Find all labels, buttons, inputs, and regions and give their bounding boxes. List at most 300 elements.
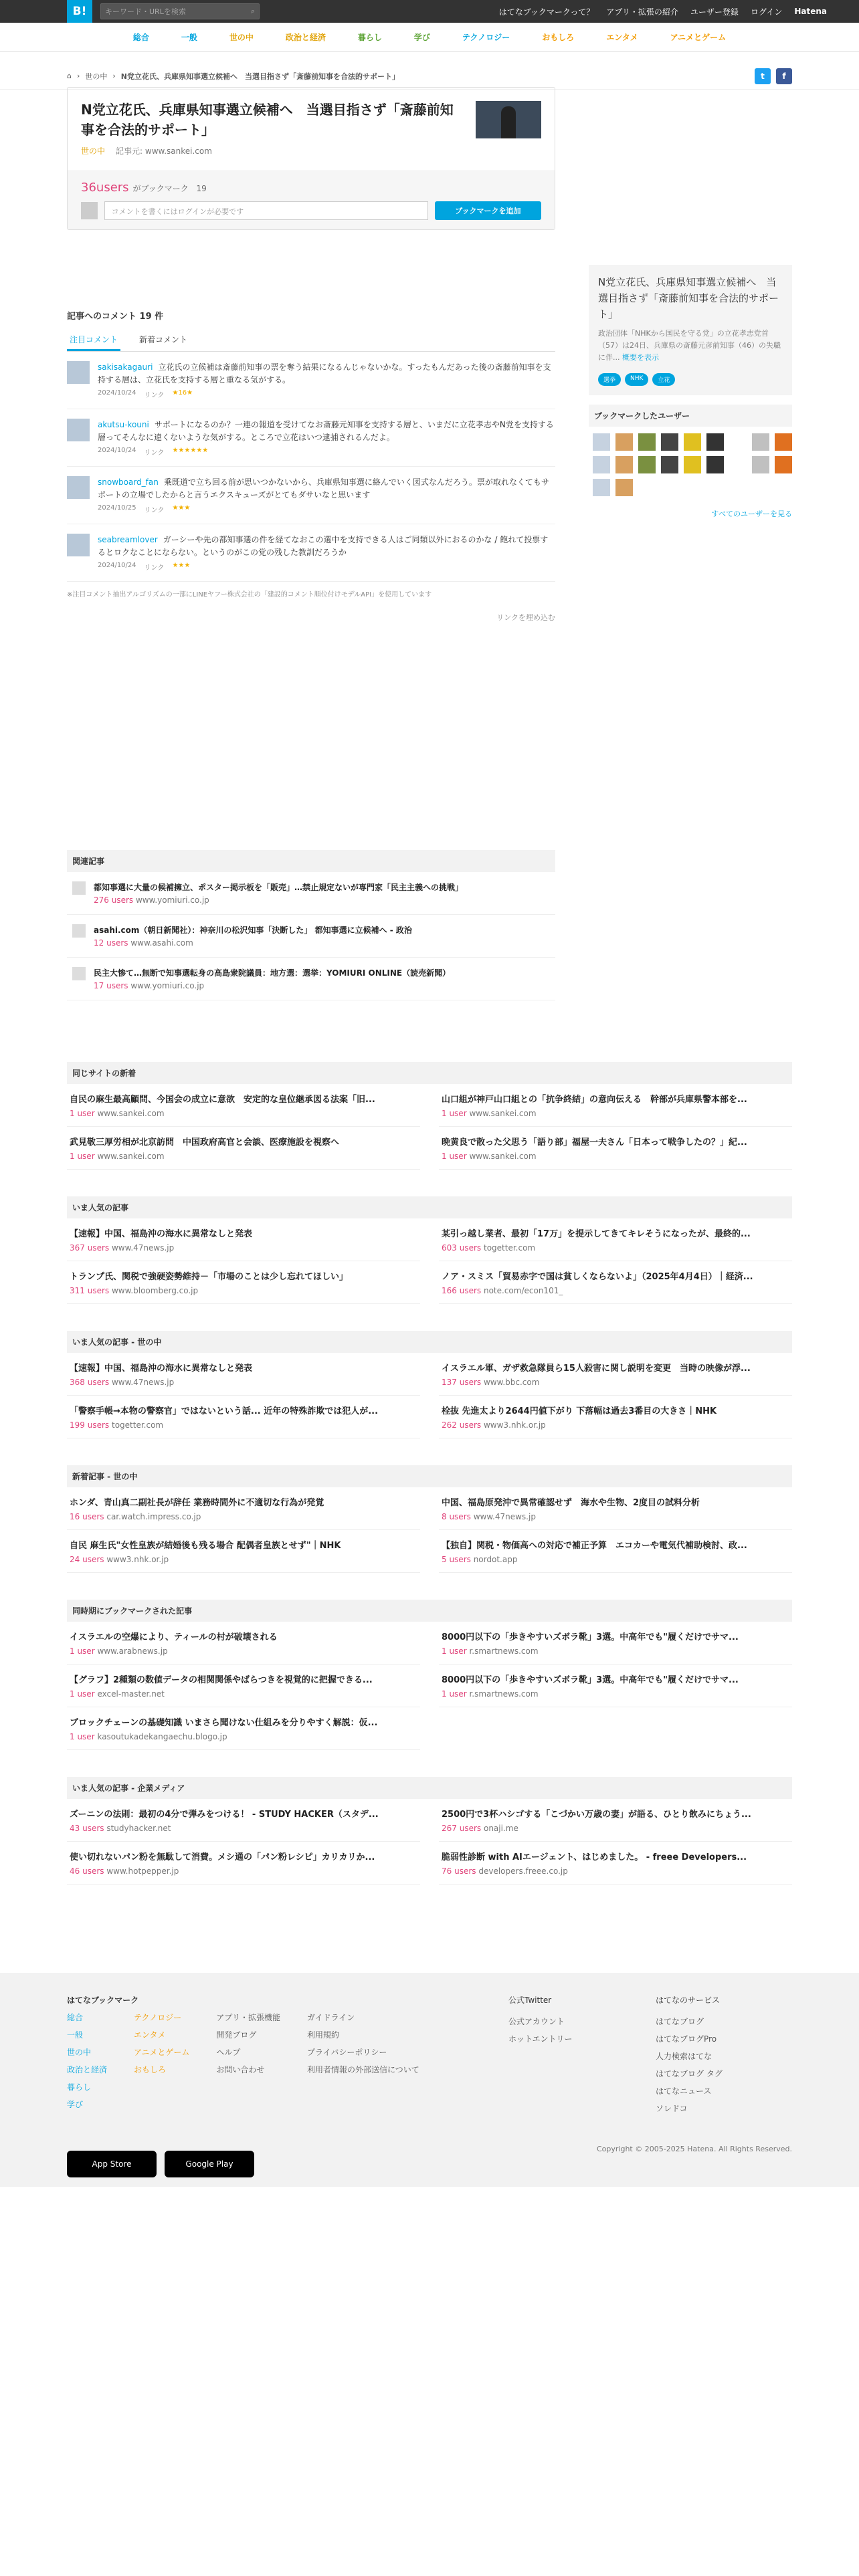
users-count[interactable]: 166 users xyxy=(442,1286,482,1295)
article-item[interactable] xyxy=(439,1396,792,1438)
document-icon xyxy=(72,924,86,938)
users-count[interactable]: 368 users xyxy=(70,1378,110,1387)
comment-item xyxy=(67,524,555,582)
twitter-share-icon[interactable]: t xyxy=(755,68,771,84)
article-meta xyxy=(442,1152,789,1161)
section-grid xyxy=(67,1218,792,1304)
article-title[interactable]: 2500円で3杯ハシゴする「こづかい万歳の妻」が語る、ひとり飲みにちょう... xyxy=(442,1810,751,1820)
article-title[interactable]: 脆弱性診断 with AIエージェント、はじめました。 - freee Developers... xyxy=(442,1852,747,1862)
site-name[interactable]: www.sankei.com xyxy=(97,1109,165,1118)
related-item[interactable] xyxy=(67,958,555,1000)
comment-user[interactable]: snowboard_fan xyxy=(98,477,159,487)
users-count[interactable]: 367 users xyxy=(70,1243,110,1253)
site-name[interactable]: www.bloomberg.co.jp xyxy=(111,1286,199,1295)
footer-link[interactable]: はてなニュース xyxy=(656,2086,712,2096)
site-name[interactable]: studyhacker.net xyxy=(106,1824,171,1833)
article-title[interactable]: 8000円以下の「歩きやすいズボラ靴」3選。中高年でも"履くだけでサマ... xyxy=(442,1632,739,1642)
article-item[interactable] xyxy=(67,1218,420,1261)
article-title[interactable]: ホンダ、青山真二副社長が辞任 業務時間外に不適切な行為が発覚 xyxy=(70,1498,324,1508)
article-title[interactable]: 栓抜 先進太より2644円値下がり 下落幅は過去3番目の大きさ｜NHK xyxy=(442,1406,717,1416)
footer-link[interactable]: はてなブログ xyxy=(656,2017,704,2026)
comment-date[interactable]: 2024/10/24 xyxy=(98,562,136,569)
google-play-badge[interactable]: Google Play xyxy=(165,2151,254,2177)
user-avatar[interactable] xyxy=(706,433,724,451)
users-count[interactable]: 1 user xyxy=(442,1646,467,1656)
site-name[interactable]: excel-master.net xyxy=(97,1689,165,1699)
footer-link[interactable]: お問い合わせ xyxy=(216,2065,265,2074)
avatar xyxy=(81,202,98,219)
article-title[interactable]: ブロックチェーンの基礎知識 いまさら聞けない仕組みを分りやすく解説：仮... xyxy=(70,1718,378,1728)
tag-2[interactable]: 立花 xyxy=(652,373,675,386)
users-count[interactable]: 267 users xyxy=(442,1824,482,1833)
site-name[interactable]: www.bbc.com xyxy=(483,1378,540,1387)
users-count[interactable]: 199 users xyxy=(70,1420,110,1430)
add-bookmark-button[interactable]: ブックマークを追加 xyxy=(435,201,541,220)
related-item[interactable] xyxy=(67,872,555,915)
comment-link[interactable]: リンク xyxy=(144,564,165,572)
users-count[interactable]: 43 users xyxy=(70,1824,104,1833)
site-name[interactable]: kasoutukadekangaechu.blogo.jp xyxy=(97,1732,227,1741)
article-title[interactable]: 自民 麻生氏"女性皇族が結婚後も残る場合 配偶者皇族とせず"｜NHK xyxy=(70,1541,341,1551)
star-rating[interactable]: ★★★ xyxy=(172,504,191,512)
user-avatar[interactable] xyxy=(638,456,656,473)
comment-info xyxy=(98,504,555,514)
comment-date[interactable]: 2024/10/24 xyxy=(98,389,136,397)
comment-item xyxy=(67,409,555,467)
article-meta xyxy=(70,1555,417,1564)
category-nav xyxy=(0,23,859,52)
category-7[interactable]: おもしろ xyxy=(542,33,575,42)
footer-link[interactable]: ソレドコ xyxy=(656,2104,688,2113)
about-link[interactable]: はてなブックマークって？ xyxy=(498,7,595,17)
site-name[interactable]: www.47news.jp xyxy=(111,1378,175,1387)
users-count[interactable]: 24 users xyxy=(70,1555,104,1564)
article-title[interactable]: イスラエルの空爆により、ティールの村が破壊される xyxy=(70,1632,278,1642)
home-icon[interactable]: ⌂ xyxy=(67,72,72,80)
user-avatar[interactable] xyxy=(67,534,90,556)
user-avatar[interactable] xyxy=(729,456,747,473)
bookmark-users-count[interactable]: 36users xyxy=(81,181,129,195)
users-count[interactable]: 12 users xyxy=(94,938,128,948)
related-body xyxy=(94,967,450,990)
comment-body xyxy=(98,419,555,457)
footer-link[interactable]: 開発ブログ xyxy=(216,2030,257,2040)
article-item[interactable] xyxy=(439,1353,792,1396)
show-summary-link[interactable]: 概要を表示 xyxy=(622,353,659,362)
comment-link[interactable]: リンク xyxy=(144,507,165,514)
category-9[interactable]: アニメとゲーム xyxy=(670,33,727,42)
app-store-badge[interactable]: App Store xyxy=(67,2151,157,2177)
article-item[interactable] xyxy=(67,1127,420,1170)
article-title[interactable]: 自民の麻生最高顧問、今国会の成立に意欲 安定的な皇位継承図る法案「旧... xyxy=(70,1095,375,1105)
site-name[interactable]: onaji.me xyxy=(483,1824,518,1833)
category-3[interactable]: 政治と経済 xyxy=(285,33,326,42)
comment-body xyxy=(98,361,555,399)
section-title: 同じサイトの新着 xyxy=(67,1062,792,1084)
comment-text xyxy=(98,419,555,444)
login-link[interactable]: ログイン xyxy=(750,7,783,17)
footer-link[interactable]: 人力検索はてな xyxy=(656,2052,712,2061)
site-name[interactable]: togetter.com xyxy=(483,1243,536,1253)
footer-link[interactable]: 利用規約 xyxy=(306,2030,339,2040)
footer-link[interactable]: プライバシーポリシー xyxy=(306,2048,387,2057)
all-users-link[interactable]: すべてのユーザーを見る xyxy=(711,510,792,518)
users-count[interactable]: 76 users xyxy=(442,1866,476,1876)
section xyxy=(67,1777,792,1885)
article-item[interactable] xyxy=(67,1799,420,1842)
footer-link[interactable]: はてなブログPro xyxy=(656,2034,717,2044)
site-name[interactable]: www.47news.jp xyxy=(111,1243,175,1253)
section xyxy=(67,1331,792,1438)
article-item[interactable] xyxy=(67,1530,420,1573)
section-grid xyxy=(67,1084,792,1170)
category-6[interactable]: テクノロジー xyxy=(462,33,510,42)
footer-link[interactable]: ヘルプ xyxy=(216,2048,241,2057)
user-avatar[interactable] xyxy=(593,479,610,496)
section xyxy=(67,1465,792,1573)
footer-link[interactable]: ガイドライン xyxy=(306,2013,355,2022)
article-meta xyxy=(442,1243,789,1253)
article-item[interactable] xyxy=(439,1842,792,1885)
tag-0[interactable]: 選挙 xyxy=(598,373,621,386)
main-column xyxy=(67,83,555,1000)
comment-text xyxy=(98,361,555,387)
article-title[interactable]: 武見敬三厚労相が北京訪問 中国政府高官と会談、医療施設を視察へ xyxy=(70,1138,340,1148)
comment-user[interactable]: akutsu-kouni xyxy=(98,420,149,429)
tag-1[interactable]: NHK xyxy=(625,373,648,386)
related-meta xyxy=(94,981,450,990)
users-count[interactable]: 1 user xyxy=(70,1689,95,1699)
entry-box xyxy=(67,87,555,230)
footer-link[interactable]: 利用者情報の外部送信について xyxy=(306,2065,419,2074)
user-avatar[interactable] xyxy=(706,456,724,473)
article-meta xyxy=(70,1243,417,1253)
footer-link[interactable]: エンタメ xyxy=(134,2030,166,2040)
user-avatar[interactable] xyxy=(638,433,656,451)
comment-link[interactable]: リンク xyxy=(144,449,165,457)
related-meta xyxy=(94,938,412,948)
article-item[interactable] xyxy=(439,1530,792,1573)
comment-body xyxy=(98,534,555,572)
article-title[interactable]: ズーニンの法則：最初の4分で弾みをつける！ - STUDY HACKER（スタデ... xyxy=(70,1810,379,1820)
footer-link[interactable]: 公式アカウント xyxy=(508,2017,565,2026)
article-item[interactable] xyxy=(67,1084,420,1127)
site-name[interactable]: www.arabnews.jp xyxy=(97,1646,168,1656)
article-title[interactable]: 中国、福島原発沖で異常確認せず 海水や生物、2度目の試料分析 xyxy=(442,1498,700,1508)
top-bar xyxy=(0,0,859,23)
users-count[interactable]: 603 users xyxy=(442,1243,482,1253)
footer-link[interactable]: 世の中 xyxy=(67,2048,92,2057)
footer-link[interactable]: おもしろ xyxy=(134,2065,167,2074)
bookmark-label: がブックマーク xyxy=(132,184,189,193)
users-count[interactable]: 1 user xyxy=(442,1152,467,1161)
search-placeholder: キーワード・URLを検索 xyxy=(105,7,186,16)
apps-link[interactable]: アプリ・拡張の紹介 xyxy=(606,7,678,17)
related-body xyxy=(94,924,412,948)
users-count[interactable]: 262 users xyxy=(442,1420,482,1430)
users-count[interactable]: 276 users xyxy=(94,895,134,905)
star-rating[interactable]: ★★★ xyxy=(172,562,191,569)
users-count[interactable]: 8 users xyxy=(442,1512,471,1521)
related-title[interactable]: asahi.com（朝日新聞社）：神奈川の松沢知事「決断した」 都知事選に立候補へ - 政治 xyxy=(94,926,412,935)
site-name[interactable]: nordot.app xyxy=(473,1555,518,1564)
article-title[interactable]: 【速報】中国、福島沖の海水に異常なしと発表 xyxy=(70,1229,253,1239)
users-count[interactable]: 1 user xyxy=(70,1109,95,1118)
section-title: いま人気の記事 - 企業メディア xyxy=(67,1777,792,1799)
article-title[interactable]: 山口組が神戸山口組との「抗争終結」の意向伝える 幹部が兵庫県警本部を... xyxy=(442,1095,747,1105)
comment-input[interactable]: コメントを書くにはログインが必要です xyxy=(104,201,428,220)
article-meta xyxy=(442,1378,789,1387)
footer-link[interactable]: はてなブログ タグ xyxy=(656,2069,723,2078)
site-name[interactable]: developers.freee.co.jp xyxy=(478,1866,568,1876)
site-name[interactable]: www3.nhk.or.jp xyxy=(106,1555,169,1564)
footer-link[interactable]: ホットエントリー xyxy=(508,2034,573,2044)
comment-text xyxy=(98,476,555,502)
user-avatar[interactable] xyxy=(661,433,678,451)
article-title[interactable]: 【グラフ】2種類の数値データの相関関係やばらつきを視覚的に把握できる... xyxy=(70,1675,373,1685)
site-name[interactable]: togetter.com xyxy=(111,1420,164,1430)
article-item[interactable] xyxy=(439,1261,792,1304)
article-meta xyxy=(70,1646,417,1656)
facebook-share-icon[interactable]: f xyxy=(776,68,792,84)
twitter-title: 公式Twitter xyxy=(508,1996,552,2005)
site-name[interactable]: note.com/econ101_ xyxy=(483,1286,563,1295)
article-item[interactable] xyxy=(67,1261,420,1304)
article-meta xyxy=(442,1109,789,1118)
comment-info xyxy=(98,389,555,399)
comment-user[interactable]: seabreamlover xyxy=(98,535,158,544)
breadcrumb-title: N党立花氏、兵庫県知事選立候補へ 当選目指さず「斎藤前知事を合法的サポート」 xyxy=(120,72,400,81)
article-meta xyxy=(442,1866,789,1876)
bookmark-users-title: ブックマークしたユーザー xyxy=(589,405,792,427)
comment-date[interactable]: 2024/10/24 xyxy=(98,447,136,454)
comment-content: 乗既道で立ち回る前が思いつかないから、兵庫県知事選に絡んでいく図式なんだろう。票が取れなくてもサポートの立場でしたからと言うエクスキューズがとてもダサいなと思います xyxy=(98,477,549,500)
footer-link[interactable]: 一般 xyxy=(67,2030,84,2040)
user-avatar[interactable] xyxy=(775,456,792,473)
site-name[interactable]: www.sankei.com xyxy=(97,1152,165,1161)
article-title[interactable]: トランプ氏、関税で強硬姿勢維持－「市場のことは少し忘れてほしい」 xyxy=(70,1272,349,1282)
section xyxy=(67,1062,792,1170)
article-item[interactable] xyxy=(67,1707,420,1750)
article-meta xyxy=(70,1866,417,1876)
document-icon xyxy=(72,881,86,895)
hatena-logo[interactable]: Hatena xyxy=(794,7,827,16)
user-avatar[interactable] xyxy=(752,433,769,451)
article-item[interactable] xyxy=(439,1665,792,1707)
article-title[interactable]: イスラエル軍、ガザ救急隊員ら15人殺害に関し説明を変更 当時の映像が浮... xyxy=(442,1364,751,1374)
section-grid xyxy=(67,1353,792,1438)
entry-title[interactable]: N党立花氏、兵庫県知事選立候補へ 当選目指さず「斎藤前知事を合法的サポート」 xyxy=(81,102,454,138)
comment-item xyxy=(67,352,555,409)
article-meta xyxy=(70,1824,417,1833)
category-0[interactable]: 総合 xyxy=(132,33,149,42)
article-item[interactable] xyxy=(67,1622,420,1665)
comment-link[interactable]: リンク xyxy=(144,392,165,399)
star-rating[interactable]: ★★★★★★ xyxy=(172,447,209,454)
site-name[interactable]: www.sankei.com xyxy=(469,1152,537,1161)
entry-thumbnail[interactable] xyxy=(476,101,541,138)
article-meta xyxy=(442,1512,789,1521)
users-count[interactable]: 1 user xyxy=(442,1689,467,1699)
register-link[interactable]: ユーザー登録 xyxy=(690,7,739,17)
user-avatar[interactable] xyxy=(615,479,633,496)
user-avatar[interactable] xyxy=(661,456,678,473)
article-item[interactable] xyxy=(439,1127,792,1170)
source-link[interactable]: www.sankei.com xyxy=(145,146,212,156)
site-name[interactable]: www.sankei.com xyxy=(469,1109,537,1118)
footer-link[interactable]: アニメとゲーム xyxy=(134,2048,190,2057)
footer-link[interactable]: 学び xyxy=(67,2100,84,2109)
services-title: はてなのサービス xyxy=(656,1996,721,2005)
search-icon[interactable]: ⌕ xyxy=(250,7,255,15)
related-title[interactable]: 都知事選に大量の候補擁立、ポスター掲示板を「販売」…禁止規定ないが専門家「民主主義への挑戦」 xyxy=(94,883,464,892)
article-meta xyxy=(442,1689,789,1699)
user-avatar[interactable] xyxy=(615,433,633,451)
comment-date[interactable]: 2024/10/25 xyxy=(98,504,136,512)
category-4[interactable]: 暮らし xyxy=(357,33,382,42)
site-name[interactable]: www.47news.jp xyxy=(473,1512,536,1521)
footer-link[interactable]: 総合 xyxy=(67,2013,84,2022)
article-meta xyxy=(70,1286,417,1295)
article-item[interactable] xyxy=(439,1218,792,1261)
comment-content: ガーシーや先の都知事選の件を経てなおこの選中を支持できる人はご同類以外におるのかな / 飽れて投票するとロクなことにならない。というのがこの党の残した教訓だろうか xyxy=(98,535,549,557)
users-count[interactable]: 16 users xyxy=(70,1512,104,1521)
article-item[interactable] xyxy=(67,1665,420,1707)
footer-brand[interactable]: はてなブックマーク xyxy=(67,1996,139,2005)
users-count[interactable]: 5 users xyxy=(442,1555,471,1564)
user-avatar[interactable] xyxy=(752,456,769,473)
site-name[interactable]: car.watch.impress.co.jp xyxy=(106,1512,201,1521)
article-meta xyxy=(70,1109,417,1118)
site-name[interactable]: r.smartnews.com xyxy=(469,1689,539,1699)
user-avatar[interactable] xyxy=(593,433,610,451)
embed-link[interactable]: リンクを埋め込む xyxy=(496,613,555,622)
tab-popular-comments[interactable]: 注目コメント xyxy=(67,330,120,351)
side-entry-title[interactable]: N党立花氏、兵庫県知事選立候補へ 当選目指さず「斎藤前知事を合法的サポート」 xyxy=(598,276,779,320)
section-title: 新着記事 - 世の中 xyxy=(67,1465,792,1487)
breadcrumb: ⌂ › 世の中 › N党立花氏、兵庫県知事選立候補へ 当選目指さず「斎藤前知事を合法的サポート」 t f xyxy=(0,63,859,90)
article-item[interactable] xyxy=(439,1622,792,1665)
article-title[interactable]: 【独自】関税・物価高への対応で補正予算 エコカーや電気代補助検討、政... xyxy=(442,1541,747,1551)
user-avatar[interactable] xyxy=(593,456,610,473)
user-avatar[interactable] xyxy=(684,433,701,451)
footer-link[interactable]: テクノロジー xyxy=(134,2013,182,2022)
article-meta xyxy=(442,1286,789,1295)
comment-content: 立花氏の立候補は斎藤前知事の票を奪う結果になるんじゃないかな。すったもんだあった後の斎藤前知事を支持する層は、立花氏を支持する層と重なる気がする。 xyxy=(98,362,551,385)
users-count[interactable]: 46 users xyxy=(70,1866,104,1876)
section-grid xyxy=(67,1622,792,1750)
sidebar xyxy=(589,265,792,519)
site-name[interactable]: www.yomiuri.co.jp xyxy=(130,981,205,990)
comment-count: 19 xyxy=(196,184,207,193)
source-label: 記事元: xyxy=(116,146,143,156)
section xyxy=(67,1196,792,1304)
article-title[interactable]: 某引っ越し業者、最初「17万」を提示してきてキレそうになったが、最終的... xyxy=(442,1229,751,1239)
comments-title: 記事へのコメント 19 件 xyxy=(67,312,164,322)
users-count[interactable]: 1 user xyxy=(70,1646,95,1656)
hatena-bookmark-logo[interactable]: B! xyxy=(67,0,92,23)
related-item[interactable] xyxy=(67,915,555,958)
category-5[interactable]: 学び xyxy=(413,33,430,42)
article-title[interactable]: 【速報】中国、福島沖の海水に異常なしと発表 xyxy=(70,1364,253,1374)
article-meta xyxy=(442,1555,789,1564)
users-count[interactable]: 1 user xyxy=(70,1152,95,1161)
section-title: いま人気の記事 - 世の中 xyxy=(67,1331,792,1353)
site-name[interactable]: www.yomiuri.co.jp xyxy=(135,895,209,905)
site-name[interactable]: r.smartnews.com xyxy=(469,1646,539,1656)
site-name[interactable]: www.asahi.com xyxy=(130,938,193,948)
user-avatar[interactable] xyxy=(615,456,633,473)
users-count[interactable]: 17 users xyxy=(94,981,128,990)
user-avatar[interactable] xyxy=(684,456,701,473)
site-name[interactable]: www.hotpepper.jp xyxy=(106,1866,179,1876)
user-avatar[interactable] xyxy=(67,361,90,384)
article-meta xyxy=(442,1420,789,1430)
category-8[interactable]: エンタメ xyxy=(606,33,638,42)
article-title[interactable]: 「警察手帳→本物の警察官」ではないという話... 近年の特殊詐欺では犯人が... xyxy=(70,1406,379,1416)
related-articles xyxy=(67,850,555,1000)
users-count[interactable]: 1 user xyxy=(442,1109,467,1118)
user-avatar[interactable] xyxy=(67,476,90,499)
footer-link[interactable]: 政治と経済 xyxy=(67,2065,108,2074)
comment-content: サポートになるのか？一連の報道を受けてなお斎藤元知事を支持する層と、いまだに立花孝志やN党を支持する層ってそんなに違くないような気がする。ところで立花はいつ逮捕されるんだよ。 xyxy=(98,420,554,442)
article-item[interactable] xyxy=(439,1487,792,1530)
article-item[interactable] xyxy=(439,1084,792,1127)
article-item[interactable] xyxy=(67,1487,420,1530)
article-title[interactable]: 晩黄良で散った父思う「語り部」福屋一夫さん「日本って戦争したの？」紀... xyxy=(442,1138,747,1148)
article-item[interactable] xyxy=(67,1396,420,1438)
article-item[interactable] xyxy=(439,1799,792,1842)
copyright: Copyright © 2005-2025 Hatena. All Rights Reserved. xyxy=(596,2145,792,2153)
category-2[interactable]: 世の中 xyxy=(229,33,254,42)
breadcrumb-category[interactable]: 世の中 xyxy=(85,72,108,81)
comment-user[interactable]: sakisakagauri xyxy=(98,362,153,372)
comment-item xyxy=(67,467,555,524)
category-1[interactable]: 一般 xyxy=(181,33,197,42)
users-count[interactable]: 1 user xyxy=(70,1732,95,1741)
article-title[interactable]: ノア・スミス「貿易赤字で国は貧しくならないよ」（2025年4月4日）｜経済... xyxy=(442,1272,753,1282)
footer-link[interactable]: アプリ・拡張機能 xyxy=(216,2013,280,2022)
site-name[interactable]: www3.nhk.or.jp xyxy=(483,1420,546,1430)
related-title[interactable]: 民主大惨て…無断で知事選転身の高島衆院議員：地方選：選挙：YOMIURI ONLINE（読売新聞） xyxy=(94,968,451,978)
star-rating[interactable]: ★16★ xyxy=(172,389,193,397)
entry-category[interactable]: 世の中 xyxy=(81,146,106,156)
article-meta xyxy=(70,1689,417,1699)
article-meta xyxy=(70,1420,417,1430)
users-count[interactable]: 311 users xyxy=(70,1286,110,1295)
comment-info xyxy=(98,562,555,572)
user-avatar[interactable] xyxy=(775,433,792,451)
document-icon xyxy=(72,967,86,980)
search-input[interactable] xyxy=(100,3,260,19)
tab-new-comments[interactable]: 新着コメント xyxy=(139,335,188,344)
users-count[interactable]: 137 users xyxy=(442,1378,482,1387)
related-title: 関連記事 xyxy=(67,850,555,872)
section-grid xyxy=(67,1487,792,1573)
article-meta xyxy=(442,1824,789,1833)
article-item[interactable] xyxy=(67,1842,420,1885)
related-meta xyxy=(94,895,463,905)
article-title[interactable]: 使い切れないパン粉を無駄して消費。メシ通の「パン粉レシピ」カリカリか... xyxy=(70,1852,375,1862)
footer-link[interactable]: 暮らし xyxy=(67,2082,92,2092)
user-avatar[interactable] xyxy=(67,419,90,441)
comment-body xyxy=(98,476,555,514)
user-avatar[interactable] xyxy=(729,433,747,451)
article-title[interactable]: 8000円以下の「歩きやすいズボラ靴」3選。中高年でも"履くだけでサマ... xyxy=(442,1675,739,1685)
article-item[interactable] xyxy=(67,1353,420,1396)
article-meta xyxy=(70,1732,417,1741)
related-body xyxy=(94,881,463,905)
